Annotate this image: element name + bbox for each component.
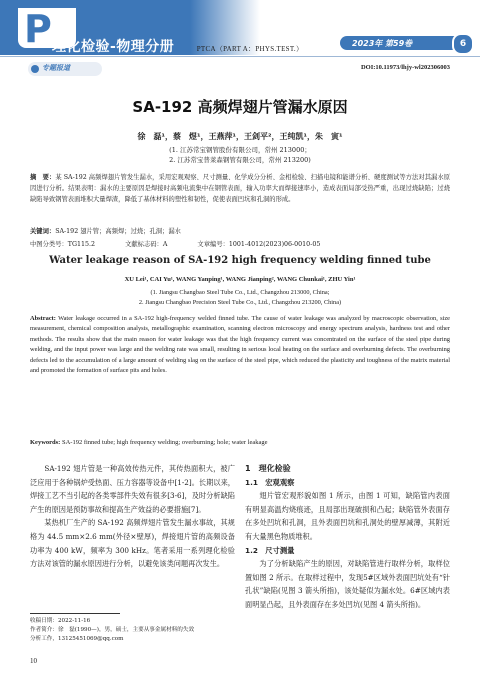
- author-bio-1: 作者简介：徐 磊(1990—)，男，硕士，主要从事金属材料的失效: [30, 627, 195, 633]
- svg-text:P: P: [24, 8, 52, 48]
- keywords-en-label: Keywords:: [30, 439, 61, 446]
- issue-label: 2023年 第59卷: [352, 39, 413, 48]
- article-number: 文章编号：1001-4012(2023)06-0010-05: [197, 241, 321, 248]
- authors-cn: 徐 磊¹，蔡 煜¹，王燕萍¹，王剑平²，王纯凯¹，朱 寅¹: [137, 132, 343, 141]
- body-paragraph: 某热机厂生产的 SA-192 高频焊翅片管发生漏水事故，其规格为 44.5 mm×2.6 mm(外径×壁厚)，焊接翅片管的高频设备功率为 400 kW，频率为 300 kHz。笔者采用一系列理化检验方法对该管的漏水原因进行分析，以避免该类问题再次发生。: [30, 518, 235, 569]
- clc-number: 中图分类号：TG115.2: [30, 241, 96, 248]
- title-cn: SA-192 高频焊翅片管漏水原因: [132, 98, 348, 116]
- keywords-en-text: SA-192 finned tube; high frequency welding; overburning; hole; water leakage: [61, 439, 268, 446]
- heading-1: 1 理化检验: [245, 464, 291, 473]
- heading-1-1: 1.1 宏观观察: [245, 477, 295, 487]
- affiliation-cn-1: (1. 江苏常宝钢管股份有限公司，常州 213000；: [169, 146, 311, 154]
- abstract-cn-text: 某 SA-192 高频焊翅片管发生漏水，采用宏观观察、尺寸测量、化学成分分析、金相检验、扫描电镜和能谱分析、硬度测试等方法对其漏水原因进行分析。结果表明：漏水的主要原因是焊接时高频电流集中在钢管表面，输入功率大而焊接速率小，造成表面局部受热严重，出现过烧缺陷；过烧缺陷导致钢管表面堆积大量焊渣，降低了基体材料的塑性和韧性，促使表面凹坑和孔洞的形成。: [30, 174, 451, 203]
- page-number: 10: [30, 657, 37, 665]
- header-rule: [0, 56, 480, 57]
- body-paragraph: SA-192 翅片管是一种高效传热元件，其传热面积大，被广泛应用于各种锅炉受热面、压力容器等设备中[1-2]。长期以来，焊接工艺不当引起的各类零部件失效有很多[3-6]，及时分析缺陷产生的原因是预防事故和提高生产效益的必要措施[7]。: [30, 464, 235, 514]
- issue-number: 6: [452, 33, 474, 55]
- abstract-en-label: Abstract:: [30, 315, 56, 322]
- authors-en: XU Lei¹, CAI Yu¹, WANG Yanping¹, WANG Jianping², WANG Chunkai¹, ZHU Yin¹: [124, 276, 356, 283]
- keywords-cn-text: SA-192 翅片管；高频焊；过烧；孔洞；漏水: [55, 228, 181, 235]
- affiliation-cn-2: 2. 江苏常宝普莱森钢管有限公司，常州 213200): [169, 156, 311, 164]
- footnote: [30, 617, 230, 644]
- received-date: 收稿日期：2022-11-16: [30, 618, 91, 624]
- journal-name: 理化检验-物理分册: [52, 39, 175, 55]
- keywords-cn-label: 关键词：: [30, 228, 56, 235]
- abstract-en: [30, 314, 450, 376]
- abstract-en-text: Water leakage occurred in a SA-192 high-frequency welded finned tube. The cause of water leakage was analyzed by macroscopic observation, size measurement, chemical composition analysis, metallographic examination, scanning electron microscopy and energy spectrum analysis, hardness test and other methods. The results show that the main reason for water leakage was that the high frequency current was concentrated on the surface of the steel pipe during welding, and the input power was large and the welding rate was small, resulting in serious local heating on the surface and overburning defects. The overburning defects led to the accumulation of a large amount of welding slag on the surface of the steel pipe, which reduced the plasticity and toughness of the matrix material and promoted the formation of surface pits and holes.: [30, 315, 451, 375]
- abstract-cn-label: 摘 要：: [30, 174, 56, 181]
- doi[interactable]: DOI:10.11973/lhjy-wl202306003: [360, 64, 450, 71]
- classification: [30, 239, 450, 248]
- body-paragraph: 翅片管宏观形貌如图 1 所示，由图 1 可知，缺陷管内表面有明显高温灼烧痕迹，且局部出现破损和凸起；缺陷管外表面存在多处凹坑和孔洞，且外表面凹坑和孔洞处的壁厚减薄，其附近有大量黑色物质堆积。: [245, 491, 450, 541]
- abstract-cn: [30, 172, 450, 205]
- journal-subtitle: PTCA（PART A：PHYS.TEST.）: [196, 45, 304, 53]
- section-dot-icon: [31, 65, 39, 73]
- body-left-column: [30, 462, 235, 571]
- affiliation-en-2: 2. Jiangsu Changbao Precision Steel Tube Co., Ltd., Changzhou 213200, China): [138, 299, 342, 306]
- body-right-column: [245, 462, 450, 612]
- keywords-en: [30, 439, 450, 446]
- section-tag-label: 专题报道: [42, 64, 70, 72]
- footnote-rule: [30, 613, 120, 614]
- author-bio-2: 分析工作，13125451069@qq.com: [30, 636, 124, 642]
- title-en: Water leakage reason of SA-192 high frequency welding finned tube: [49, 255, 431, 266]
- affiliation-en-1: (1. Jiangsu Changbao Steel Tube Co., Ltd., Changzhou 213000, China;: [150, 289, 330, 296]
- doc-code: 文献标志码：A: [125, 241, 168, 248]
- heading-1-2: 1.2 尺寸测量: [245, 545, 295, 555]
- keywords-cn: [30, 226, 450, 235]
- body-paragraph: 为了分析缺陷产生的原因，对缺陷管进行取样分析，取样位置如图 2 所示。在取样过程中，发现5#区域外表面凹坑处有“针孔状”缺陷(见图 3 箭头所指)，该处疑似为漏水处。6#区域内表面明显凸起，且外表面存在多处凹坑(见图 4 箭头所指)。: [245, 559, 450, 609]
